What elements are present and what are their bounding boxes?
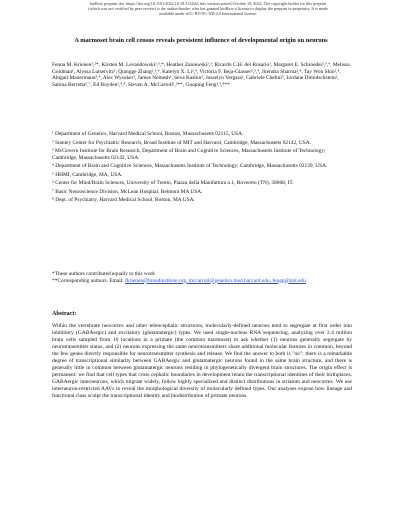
affiliation-item: ⁶ Center for Mind/Brain Sciences, University of Trento, Piazza della Manifattura n.1, Rovereto (TN), 38068, IT.	[52, 180, 294, 186]
preprint-notice-line-2: (which was not certified by peer review) is the author/funder, who has granted bioRxiv a license to display the preprint in perpetuity. It is made	[88, 6, 328, 12]
affiliation-item: ⁴ Department of Brain and Cognitive Sciences, Massachusetts Institute of Technology; Cambridge, Massachusetts 02139, USA.	[52, 163, 328, 169]
affiliation-item: ⁷ Basic Neuroscience Division, McLean Hospital, Belmont MA USA.	[52, 188, 203, 195]
preprint-notice-line-3: available under aCC-BY-NC-ND 4.0 International license.	[158, 11, 258, 17]
abstract-heading: Abstract:	[52, 311, 77, 317]
paper-title: A marmoset brain cell census reveals persistent influence of developmental origin on neurons	[74, 37, 328, 44]
corresponding-author-note	[52, 278, 352, 285]
corresponding-label: **Corresponding authors. Email:	[52, 277, 126, 284]
abstract-body: Within the vertebrate neocortex and other telencephalic structures, molecularly-defined neurons tend to segregate at first order into inhibitory (GABAergic) and excitatory (glutamatergic) types. We used single-nucleus RNA sequencing, analyzing over 2.4 million brain cells sampled from 16 locations in a primate (the common marmoset) to ask whether (1) neurons generally segregate by neurotransmitter status, and (2) neurons expressing the same neurotransmitters share additional molecular features in common, beyond the few genes directly responsible for neurotransmitter synthesis and release. We find the answer to both is "no": there is a remarkable degree of transcriptional similarity between GABAergic and glutamatergic neurons found in the same brain structure, and there is generally little in common between glutamatergic neurons residing in phylogenetically divergent brain structures. The origin effect is permanent: we find that cell types that cross cephalic boundaries in development retain the transcriptional identities of their birthplaces. GABAergic interneurons, which migrate widely, follow highly specialized and distinct distributions in striatum and neocortex. We use interneuron-restricted AAVs to reveal the morphological diversity of molecularly defined types. Our analyses expose how lineage and functional class sculpt the transcriptional identity and biodistribution of primate neurons.	[52, 323, 352, 399]
corresponding-email-links[interactable]: fkrienen@broadinstitute.org, mccarroll@genetics.med.harvard.edu, fengg@mit.edu	[125, 277, 306, 284]
affiliation-list	[52, 131, 352, 206]
affiliation-item: ³ McGovern Institute for Brain Research, Department of Brain and Cognitive Sciences, Massachusetts Institute of Technology; Cambridge, Massachusetts 02142, USA.	[52, 148, 326, 161]
affiliation-item: ¹ Department of Genetics, Harvard Medical School, Boston, Massachusetts 02115, USA.	[52, 131, 244, 137]
affiliation-item: ² Stanley Center for Psychiatric Research, Broad Institute of MIT and Harvard, Cambridge, Massachusetts 02142, USA.	[52, 139, 312, 146]
equal-contribution-note: *These authors contributed equally to this work	[52, 271, 155, 277]
preprint-notice-line-1: bioRxiv preprint doi: https://doi.org/10.1101/2022.10.18.512442; this version posted October 19, 2022. The copyright holder for this preprint	[89, 1, 327, 6]
author-list: Fenna M. Krienen¹,²*, Kirsten M. Levandowski²,³,*, Heather Zaniewski²,³, Ricardo C.H. del Rosario², Margaret E. Schroeder²,³,⁴, Melissa Goldman¹, Alyssa Lutservitz¹, Qiangge Zhang²,³,⁴, Katelyn X. Li²,⁴, Victoria F. Beja-Glasser²,³,⁴, Jitendra Sharma²,⁴, Tay Won Shin²,⁴, Abigail Mauermann²,⁴, Alec Wysoker¹, James Nemesh¹, Seva Kashin¹, Josselyn Vergara², Gabriele Chelini⁵, Jordane Dimidschstein², Sabina Berretta⁶,⁷, Ed Boyden²,⁴,⁸, Steven A. McCarroll¹,²**, Guoping Feng²,³,⁴**	[52, 62, 350, 88]
affiliation-item: ⁸ Dept. of Psychiatry, Harvard Medical School, Boston, MA USA.	[52, 197, 195, 203]
affiliation-item: ⁵ HHMI, Cambridge, MA, USA.	[52, 171, 123, 178]
author-notes	[52, 271, 352, 284]
preprint-notice	[58, 1, 358, 17]
